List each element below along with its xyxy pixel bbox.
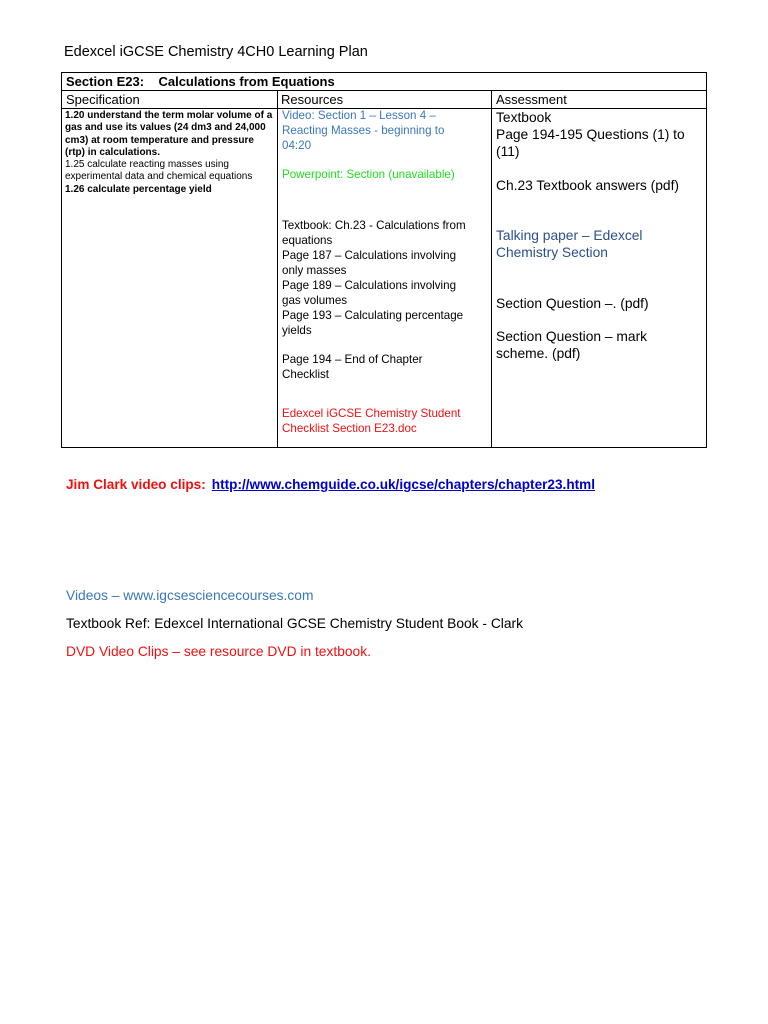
textbook-questions-line: (11)	[496, 144, 520, 159]
textbook-page-193: Page 193 – Calculating percentage	[282, 309, 464, 322]
mark-scheme-link[interactable]: Section Question – mark	[496, 329, 648, 344]
mark-scheme-link-line[interactable]: scheme. (pdf)	[496, 346, 581, 361]
learning-plan-table	[61, 72, 707, 448]
textbook-answers-link[interactable]: Ch.23 Textbook answers (pdf)	[496, 178, 680, 193]
jim-clark-clips	[66, 476, 595, 494]
document-title: Edexcel iGCSE Chemistry 4CH0 Learning Plan	[64, 44, 368, 60]
textbook-page-187-line: only masses	[282, 264, 347, 277]
spec-item-1-20: 1.20 understand the term molar volume of a gas and use its values (24 dm3 and 24,000 cm3) at room temperature and pressure (rtp) in calculations.	[65, 110, 273, 158]
section-question-link[interactable]: Section Question –. (pdf)	[496, 296, 649, 311]
textbook-page-187: Page 187 – Calculations involving	[282, 249, 457, 262]
textbook-page-193-line: yields	[282, 324, 312, 337]
textbook-page-189: Page 189 – Calculations involving	[282, 279, 457, 292]
textbook-reference: Textbook Ref: Edexcel International GCSE Chemistry Student Book - Clark	[66, 616, 524, 631]
jim-clark-label: Jim Clark video clips:	[66, 477, 206, 492]
video-link-line[interactable]: Reacting Masses - beginning to	[282, 124, 445, 137]
talking-paper-link[interactable]: Talking paper – Edexcel	[496, 228, 643, 243]
student-checklist-link-line[interactable]: Checklist Section E23.doc	[282, 422, 417, 435]
header-resources: Resources	[281, 92, 344, 107]
header-assessment: Assessment	[496, 92, 567, 107]
assessment-cell	[492, 109, 706, 447]
dvd-video-clips: DVD Video Clips – see resource DVD in textbook.	[66, 644, 371, 659]
section-title: Section E23: Calculations from Equations	[62, 73, 706, 91]
powerpoint-link[interactable]: Powerpoint: Section (unavailable)	[282, 168, 455, 181]
textbook-chapter-line: equations	[282, 234, 333, 247]
end-of-chapter-checklist: Page 194 – End of Chapter	[282, 353, 423, 366]
talking-paper-link-line[interactable]: Chemistry Section	[496, 245, 608, 260]
spec-item-1-26: 1.26 calculate percentage yield	[65, 183, 212, 195]
textbook-chapter: Textbook: Ch.23 - Calculations from	[282, 219, 466, 232]
videos-link[interactable]: Videos – www.igcsesciencecourses.com	[66, 588, 314, 603]
resources-cell	[278, 109, 491, 447]
spec-item-1-25: 1.25 calculate reacting masses using experimental data and chemical equations	[65, 159, 253, 183]
video-link[interactable]: Video: Section 1 – Lesson 4 –	[282, 109, 436, 122]
header-specification: Specification	[66, 92, 140, 107]
textbook-page-189-line: gas volumes	[282, 294, 348, 307]
student-checklist-link[interactable]: Edexcel iGCSE Chemistry Student	[282, 407, 461, 420]
chemguide-link[interactable]: http://www.chemguide.co.uk/igcse/chapters/chapter23.html	[211, 477, 596, 492]
assessment-textbook-label: Textbook	[496, 110, 552, 125]
end-of-chapter-checklist-line: Checklist	[282, 368, 330, 381]
textbook-questions: Page 194-195 Questions (1) to	[496, 127, 685, 142]
specification-cell	[62, 109, 277, 447]
video-link-line[interactable]: 04:20	[282, 139, 312, 152]
